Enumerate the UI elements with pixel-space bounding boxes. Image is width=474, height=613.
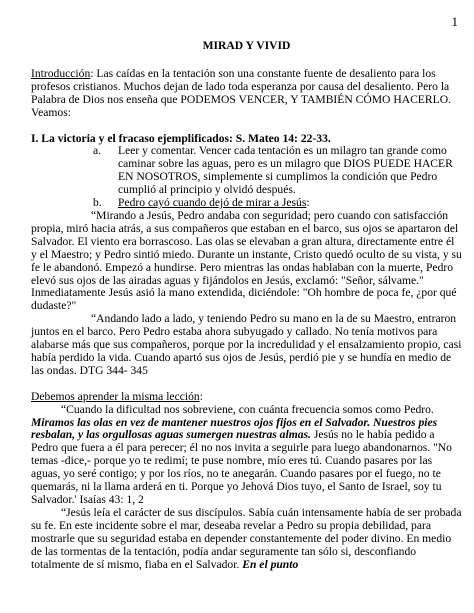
list-item-b [31,197,462,210]
section1-heading: I. La victoria y el fracaso ejemplificados: S. Mateo 14: 22-33. [31,131,331,145]
section2-heading: Debemos aprender la misma lección [31,389,200,403]
section2-heading-colon: : [199,389,203,403]
body-paragraph-1-emphasis: Miramos las olas en vez de mantener nuestros ojos fijos en el Salvador. Nuestros pies resbalan, y las orgullosas aguas sumergen nuestras almas. [31,415,438,442]
document-body [31,40,462,571]
spacer [31,120,462,133]
page-number: 1 [451,14,458,29]
list-item-a-text: Leer y comentar. Vencer cada tentación es un milagro tan grande como caminar sobre las aguas, pero es un milagro que DIOS PUEDE HACER EN NOSOTROS, simplemente si cumplimos la condición que Pedro cumplió al principio y olvidó después. [118,144,453,197]
document-title: MIRAD Y VIVID [202,39,291,52]
list-marker-a: a. [93,144,102,158]
quote-paragraph-1: “Mirando a Jesús, Pedro andaba con seguridad; pero cuando con satisfacción propia, miró hacia atrás, a sus compañeros que estaban en el barco, sus ojos se apartaron del Salvador. El viento era borrascoso. Las olas se elevaban a gran altura, directamente entre él y el Maestro; y Pedro sintió miedo. Durante un instante, Cristo quedó oculto de su vista, y su fe le abandonó. Empezó a hundirse. Pero mientras las ondas hablaban con la muerte, Pedro elevó sus ojos de las airadas aguas y fijándolos en Jesús, exclamó: "Señor, sálvame." Inmediatamente Jesús asió la mano extendida, diciéndole: "Oh hombre de poca fe, ¿por qué dudaste?" [31,208,462,313]
list-item-a [31,145,462,197]
list-item-b-label: Pedro cayó cuando dejó de mirar a Jesús [118,196,307,210]
body-paragraph-2-start: “Jesús leía el carácter de sus discípulos. Sabía cuán intensamente había de ser probada su fe. En este incidente sobre el mar, deseaba revelar a Pedro su propia debilidad, para mostrarle que su seguridad estaba en depender constantemente del poder divino. En medio de las tormentas de la tentación, podía andar seguramente tan sólo si, desconfiando totalmente de sí mismo, fiaba en el Salvador. [31,505,462,571]
list-item-b-colon: : [306,196,310,210]
body-paragraph-1-end: Jesús no le había pedido a Pedro que fuera a él para perecer; él no nos invita a seguirle para luego abandonarnos. "No temas -dice,- porque yo te redimí; te puse nombre, mío eres tú. Cuando pasares por las aguas, yo seré contigo; y por los ríos, no te anegarán. Cuando pasares por el fuego, no te quemarás, ni la llama arderá en ti. Porque yo Jehová Dios tuyo, el Santo de Israel, soy tu Salvador.' Isaías 43: 1, 2 [31,428,452,506]
quote-paragraph-2: “Andando lado a lado, y teniendo Pedro su mano en la de su Maestro, entraron juntos en el barco. Pero Pedro estaba ahora subyugado y callado. No tenía motivos para alabarse más que sus compañeros, porque por la incredulidad y el ensalzamiento propio, casi había perdido la vida. Cuando apartó sus ojos de Jesús, perdió pie y se hundía en medio de las ondas. DTG 344- 345 [31,312,462,377]
intro-text: : Las caídas en la tentación son una constante fuente de desaliento para los profesos cristianos. Muchos dejan de lado toda esperanza por causa del desaliento. Pero la Palabra de Dios nos enseña que PODEMOS VENCER, Y TAMBIÉN CÓMO HACERLO. Veamos: [31,66,451,119]
body-paragraph-1-start: “Cuando la dificultad nos sobreviene, con cuánta frecuencia somos como Pedro. [61,402,434,416]
intro-label: Introducción [31,66,91,80]
body-paragraph-1 [31,404,462,507]
body-paragraph-2-emphasis: En el punto [242,557,299,571]
intro-paragraph [31,68,462,120]
body-paragraph-2 [31,507,462,572]
list-marker-b: b. [93,196,102,210]
